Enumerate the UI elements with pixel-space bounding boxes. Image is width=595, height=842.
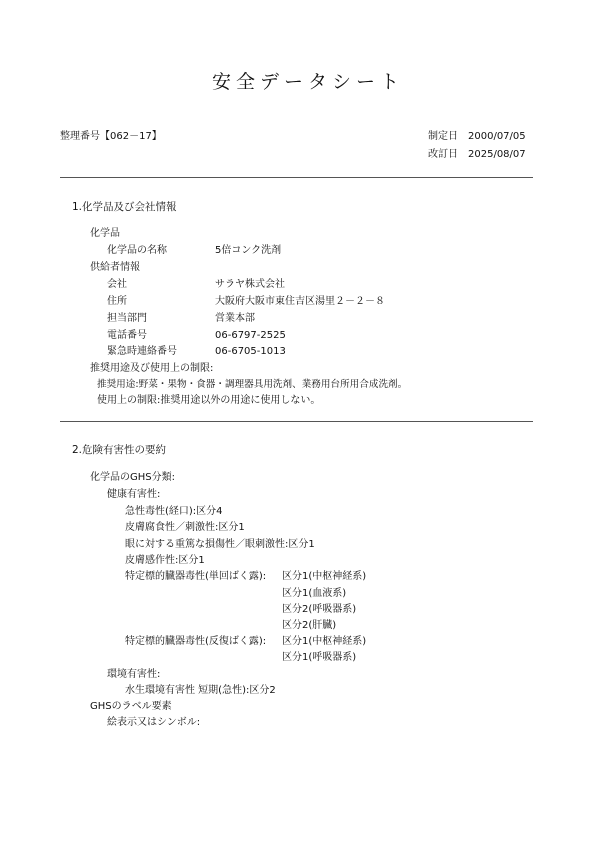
product-name-label: 化学品の名称	[107, 245, 167, 256]
company-value: サラヤ株式会社	[215, 279, 285, 290]
skin-corrosion: 皮膚腐食性／刺激性:区分1	[125, 522, 245, 533]
use-restriction: 使用上の制限:推奨用途以外の用途に使用しない。	[97, 395, 321, 406]
eye-damage: 眼に対する重篤な損傷性／眼刺激性:区分1	[125, 539, 315, 550]
stot-repeated-item: 区分1(呼吸器系)	[282, 652, 357, 663]
skin-sensitization: 皮膚感作性:区分1	[125, 555, 205, 566]
section1-heading: 1.化学品及び会社情報	[72, 201, 177, 213]
stot-repeated-label: 特定標的臓器毒性(反復ばく露):	[125, 636, 267, 647]
created-date: 2000/07/05	[468, 131, 526, 142]
phone-value: 06-6797-2525	[215, 330, 286, 341]
ghs-label-elements: GHSのラベル要素	[90, 701, 172, 712]
recommended-use: 推奨用途:野菜・果物・食器・調理器具用洗剤、業務用台所用合成洗剤。	[97, 379, 408, 390]
document-title: 安全データシート	[212, 71, 405, 93]
aquatic-acute-toxicity: 水生環境有害性 短期(急性):区分2	[125, 685, 276, 696]
product-name-value: 5倍コンク洗剤	[215, 245, 282, 256]
ghs-classification-label: 化学品のGHS分類:	[90, 472, 175, 483]
environmental-hazards-label: 環境有害性:	[107, 669, 161, 680]
created-label: 制定日	[428, 131, 458, 142]
stot-single-label: 特定標的臓器毒性(単回ばく露):	[125, 571, 267, 582]
stot-single-item: 区分2(肝臓)	[282, 620, 337, 631]
emergency-label: 緊急時連絡番号	[107, 346, 177, 357]
health-hazards-label: 健康有害性:	[107, 489, 161, 500]
revised-label: 改訂日	[428, 149, 458, 160]
acute-toxicity: 急性毒性(経口):区分4	[125, 506, 223, 517]
reference-number: 整理番号【062－17】	[60, 131, 162, 142]
section2-heading: 2.危険有害性の要約	[72, 444, 167, 456]
chemical-label: 化学品	[90, 228, 120, 239]
address-value: 大阪府大阪市東住吉区湯里２－２－８	[215, 296, 385, 307]
supplier-label: 供給者情報	[90, 262, 140, 273]
divider	[60, 421, 533, 422]
revised-date: 2025/08/07	[468, 149, 526, 160]
pictogram-label: 絵表示又はシンボル:	[107, 717, 201, 728]
stot-single-item: 区分1(中枢神経系)	[282, 571, 367, 582]
phone-label: 電話番号	[107, 330, 147, 341]
department-value: 営業本部	[215, 313, 255, 324]
department-label: 担当部門	[107, 313, 147, 324]
emergency-value: 06-6705-1013	[215, 346, 286, 357]
stot-single-item: 区分1(血液系)	[282, 588, 347, 599]
stot-repeated-item: 区分1(中枢神経系)	[282, 636, 367, 647]
use-heading: 推奨用途及び使用上の制限:	[90, 363, 214, 374]
stot-single-item: 区分2(呼吸器系)	[282, 604, 357, 615]
divider	[60, 177, 533, 178]
address-label: 住所	[107, 296, 127, 307]
company-label: 会社	[107, 279, 127, 290]
